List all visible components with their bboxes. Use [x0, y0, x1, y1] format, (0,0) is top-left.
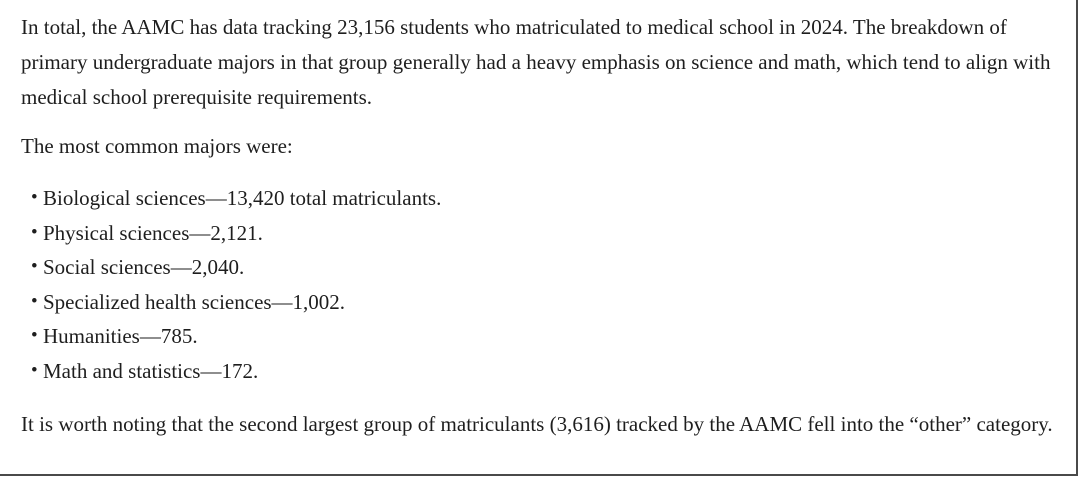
- intro-paragraph: In total, the AAMC has data tracking 23,156 students who matriculated to medical school in 2024. The breakdown of primary undergraduate majors in that group generally had a heavy emphasis on science and math, which tend to align with medical school prerequisite requirements.: [21, 15, 1051, 109]
- majors-list-item: • Specialized health sciences—1,002.: [43, 285, 1055, 320]
- majors-list-item: • Social sciences—2,040.: [43, 250, 1055, 285]
- majors-list-item: • Humanities—785.: [43, 319, 1055, 354]
- majors-list: [21, 181, 1055, 388]
- majors-list-item: • Physical sciences—2,121.: [43, 216, 1055, 251]
- closing-paragraph: It is worth noting that the second largest group of matriculants (3,616) tracked by the AAMC fell into the “other” category.: [21, 412, 1053, 436]
- majors-list-item: • Biological sciences—13,420 total matriculants.: [43, 181, 1055, 216]
- majors-intro-line: The most common majors were:: [21, 134, 293, 158]
- majors-list-item: • Math and statistics—172.: [43, 354, 1055, 389]
